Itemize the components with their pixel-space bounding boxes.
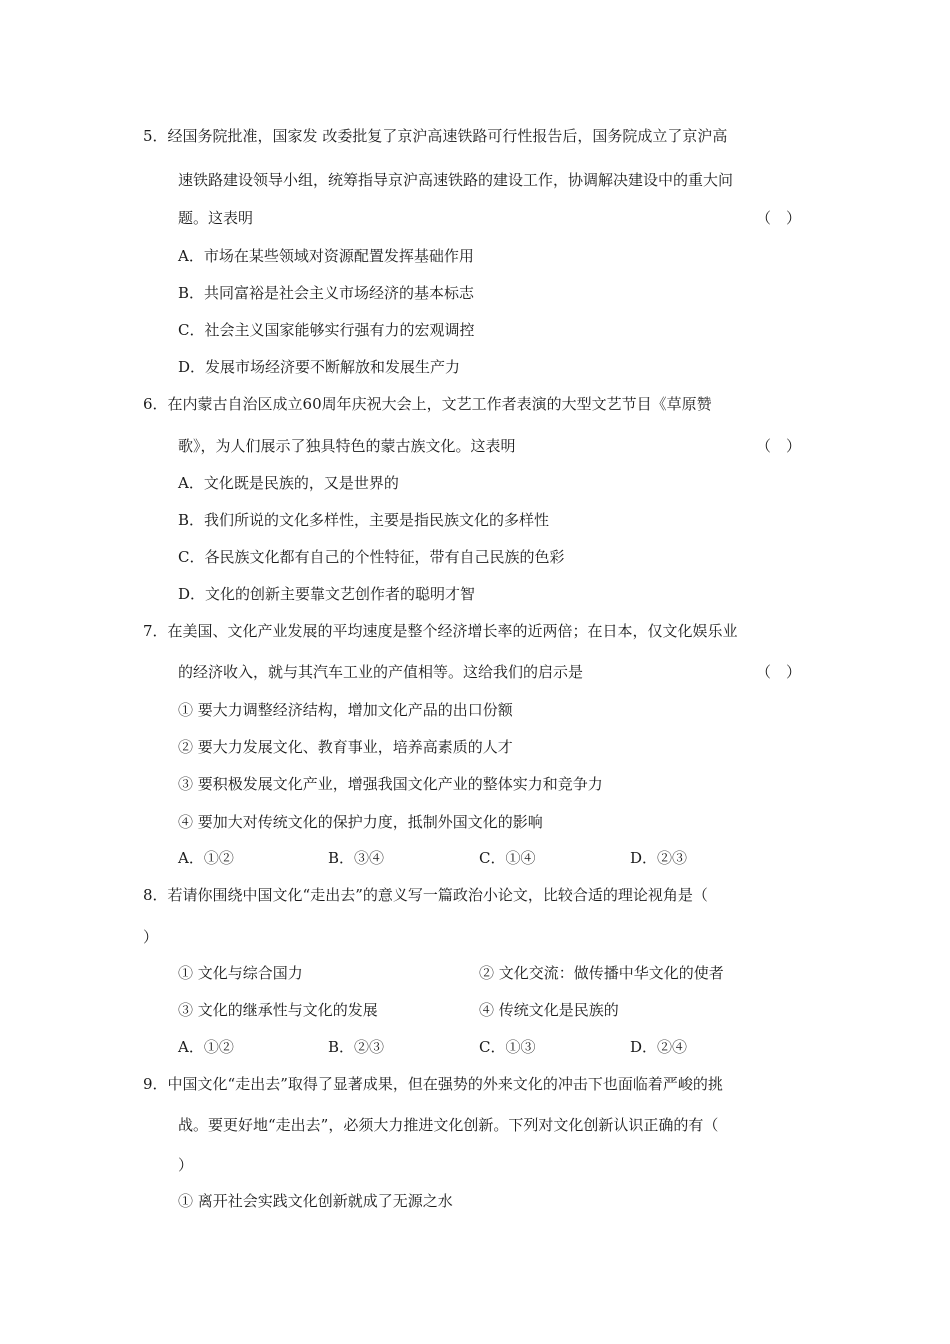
question-6-line-2: 歌》，为人们展示了独具特色的蒙古族文化。这表明	[178, 437, 516, 455]
option-d: D．文化的创新主要靠文艺创作者的聪明才智	[178, 585, 476, 603]
choice-a: A．①②	[178, 1038, 234, 1056]
question-8-line-2: ）	[143, 928, 159, 946]
statement-item: ③ 文化的继承性与文化的发展	[178, 1001, 378, 1019]
statement-item: ① 文化与综合国力	[178, 964, 303, 982]
choice-c: C．①④	[479, 849, 536, 867]
question-9-line-2: 战。要更好地“走出去”，必须大力推进文化创新。下列对文化创新认识正确的有（	[178, 1116, 719, 1134]
statement-item: ② 文化交流：做传播中华文化的使者	[479, 964, 724, 982]
question-9-line-3: ）	[178, 1156, 194, 1174]
choice-b: B．②③	[328, 1038, 385, 1056]
question-8-line-1: 8．若请你围绕中国文化“走出去”的意义写一篇政治小论文，比较合适的理论视角是（	[143, 886, 708, 904]
choice-d: D．②④	[630, 1038, 688, 1056]
option-a: A．文化既是民族的，又是世界的	[178, 474, 399, 492]
choice-c: C．①③	[479, 1038, 536, 1056]
statement-item: ④ 要加大对传统文化的保护力度，抵制外国文化的影响	[178, 813, 543, 831]
answer-paren: （ ）	[756, 437, 802, 455]
option-a: A．市场在某些领域对资源配置发挥基础作用	[178, 247, 474, 265]
question-5-line-1: 5．经国务院批准，国家发 改委批复了京沪高速铁路可行性报告后，国务院成立了京沪高	[143, 127, 728, 145]
option-b: B．共同富裕是社会主义市场经济的基本标志	[178, 284, 475, 302]
statement-item: ① 要大力调整经济结构，增加文化产品的出口份额	[178, 701, 513, 719]
statement-item: ④ 传统文化是民族的	[479, 1001, 619, 1019]
option-c: C．社会主义国家能够实行强有力的宏观调控	[178, 321, 475, 339]
choice-d: D．②③	[630, 849, 688, 867]
choice-a: A．①②	[178, 849, 234, 867]
option-d: D．发展市场经济要不断解放和发展生产力	[178, 358, 461, 376]
statement-item: ① 离开社会实践文化创新就成了无源之水	[178, 1192, 453, 1210]
answer-paren: （ ）	[756, 663, 802, 681]
question-6-line-1: 6．在内蒙古自治区成立60周年庆祝大会上，文艺工作者表演的大型文艺节目《草原赞	[143, 395, 712, 413]
choice-b: B．③④	[328, 849, 385, 867]
question-5-line-2: 速铁路建设领导小组，统筹指导京沪高速铁路的建设工作，协调解决建设中的重大问	[178, 171, 734, 189]
question-7-line-2: 的经济收入，就与其汽车工业的产值相等。这给我们的启示是	[178, 663, 584, 681]
option-b: B．我们所说的文化多样性，主要是指民族文化的多样性	[178, 511, 550, 529]
question-5-line-3: 题。这表明	[178, 209, 254, 227]
question-7-line-1: 7．在美国、文化产业发展的平均速度是整个经济增长率的近两倍；在日本，仅文化娱乐业	[143, 622, 738, 640]
option-c: C．各民族文化都有自己的个性特征，带有自己民族的色彩	[178, 548, 565, 566]
statement-item: ③ 要积极发展文化产业，增强我国文化产业的整体实力和竞争力	[178, 775, 603, 793]
question-9-line-1: 9．中国文化“走出去”取得了显著成果，但在强势的外来文化的冲击下也面临着严峻的挑	[143, 1075, 723, 1093]
answer-paren: （ ）	[756, 209, 802, 227]
statement-item: ② 要大力发展文化、教育事业，培养高素质的人才	[178, 738, 513, 756]
